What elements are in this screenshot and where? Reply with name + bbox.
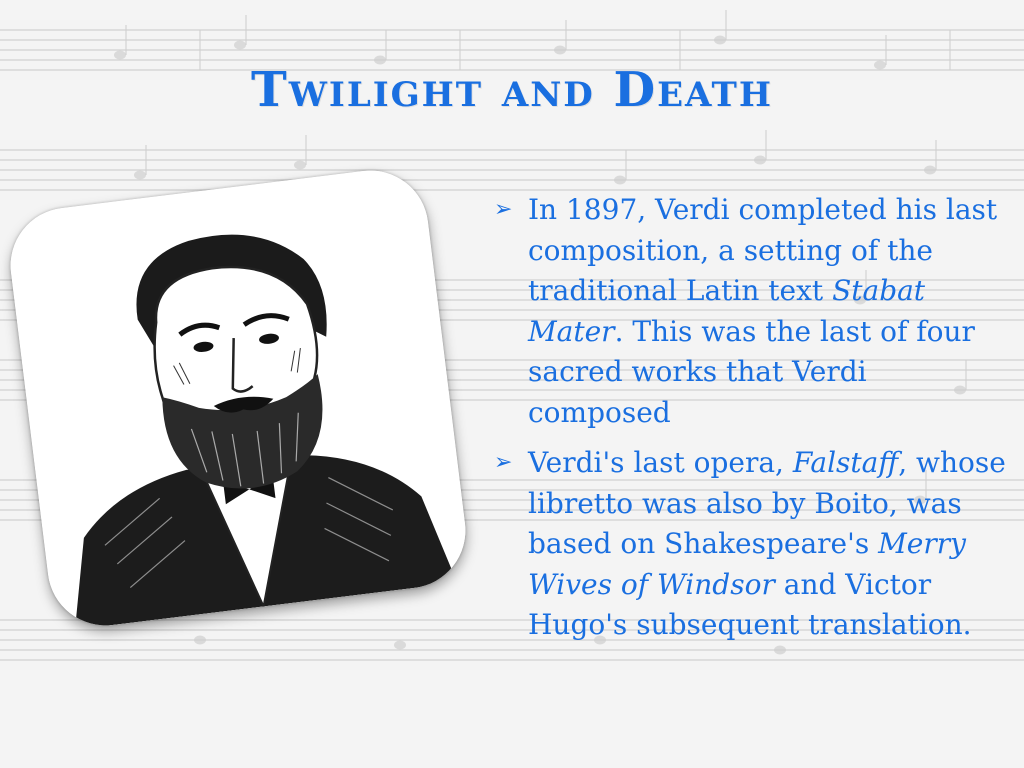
- bullet-text: and Victor Hugo's subsequent translation.: [528, 567, 972, 641]
- slide-title: Twilight and Death: [251, 62, 773, 118]
- portrait-frame: [4, 164, 472, 632]
- work-title-falstaff: Falstaff: [792, 446, 899, 479]
- bullet-text: Verdi's last opera,: [528, 446, 793, 479]
- arrow-bullet-icon: ➢: [494, 450, 513, 475]
- bullet-list: [494, 190, 1014, 656]
- bullet-text: In 1897, Verdi completed his last composition, a setting of the traditional Latin text: [528, 193, 998, 307]
- verdi-portrait-illustration: [4, 164, 472, 632]
- bullet-item-falstaff: [494, 443, 1014, 646]
- bullet-item-stabat-mater: [494, 190, 1014, 433]
- bullet-text: . This was the last of four sacred works that Verdi composed: [528, 314, 975, 429]
- bullet-text: , whose libretto was also by Boito, was based on Shakespeare's: [528, 446, 1006, 560]
- work-title-stabat-mater: Stabat Mater: [528, 274, 926, 348]
- work-title-merry-wives: Merry Wives of Windsor: [528, 527, 966, 601]
- arrow-bullet-icon: ➢: [494, 197, 513, 222]
